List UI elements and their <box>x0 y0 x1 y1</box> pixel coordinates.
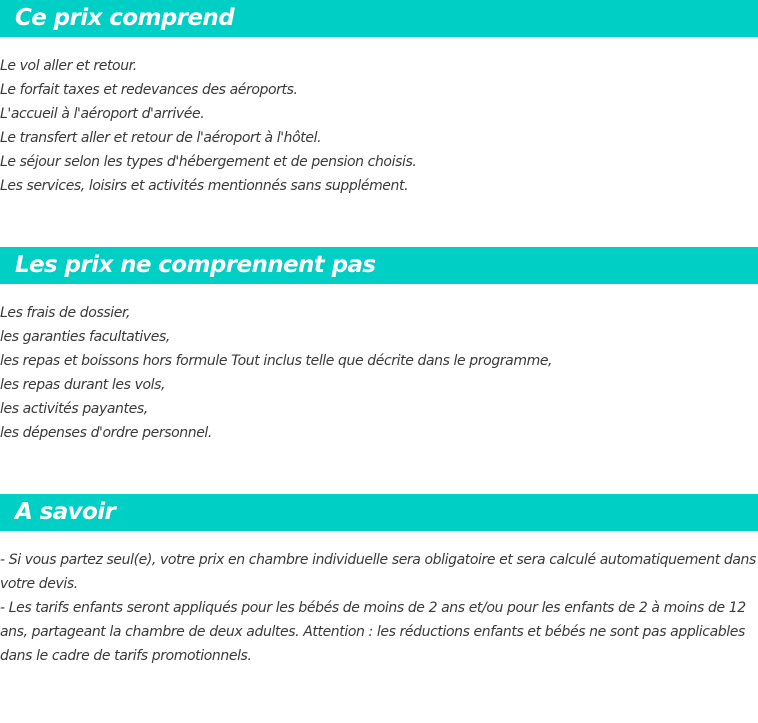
section-good-to-know <box>0 494 758 668</box>
section-price-includes <box>0 0 758 198</box>
notes <box>0 531 758 668</box>
list-item: L'accueil à l'aéroport d'arrivée. <box>0 106 205 122</box>
included-list <box>0 37 758 198</box>
list-item: Le séjour selon les types d'hébergement et de pension choisis. <box>0 154 417 170</box>
list-item: Le transfert aller et retour de l'aéroport à l'hôtel. <box>0 130 322 146</box>
section-header <box>0 247 758 284</box>
list-item: Le vol aller et retour. <box>0 58 137 74</box>
section-header <box>0 0 758 37</box>
section-title: Les prix ne comprennent pas <box>15 252 376 278</box>
list-item: Les services, loisirs et activités mentionnés sans supplément. <box>0 178 409 194</box>
list-item: les repas et boissons hors formule Tout inclus telle que décrite dans le programme, <box>0 353 553 369</box>
section-title: Ce prix comprend <box>15 5 235 31</box>
list-item: Les frais de dossier, <box>0 305 131 321</box>
section-header <box>0 494 758 531</box>
list-item: les garanties facultatives, <box>0 329 170 345</box>
note-paragraph: - Si vous partez seul(e), votre prix en chambre individuelle sera obligatoire et sera calculé automatiquement dans votre devis. <box>0 552 756 592</box>
section-title: A savoir <box>15 499 116 525</box>
list-item: les repas durant les vols, <box>0 377 166 393</box>
excluded-list <box>0 284 758 445</box>
list-item: les activités payantes, <box>0 401 148 417</box>
list-item: Le forfait taxes et redevances des aéroports. <box>0 82 298 98</box>
note-paragraph: - Les tarifs enfants seront appliqués pour les bébés de moins de 2 ans et/ou pour les enfants de 2 à moins de 12 ans, partageant la chambre de deux adultes. Attention : les réductions enfants et bébés ne sont pas applicables dans le cadre de tarifs promotionnels. <box>0 600 746 664</box>
section-price-excludes <box>0 247 758 445</box>
list-item: les dépenses d'ordre personnel. <box>0 425 212 441</box>
